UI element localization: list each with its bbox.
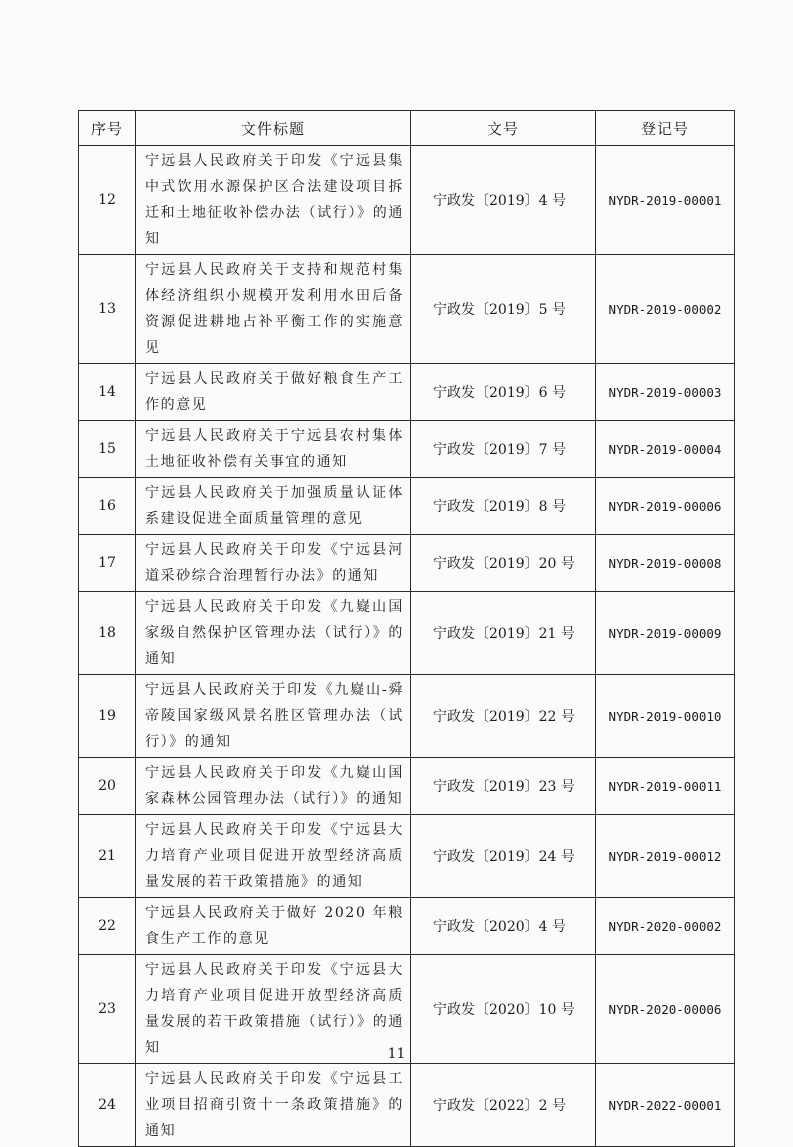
table-row	[79, 815, 735, 898]
row-title: 宁远县人民政府关于做好 2020 年粮食生产工作的意见	[136, 898, 411, 955]
row-registration-number: NYDR-2020-00002	[596, 898, 735, 955]
row-registration-number: NYDR-2019-00012	[596, 815, 735, 898]
table-header-row	[79, 111, 735, 146]
row-doc-number: 宁政发〔2019〕6 号	[411, 364, 596, 421]
row-title: 宁远县人民政府关于支持和规范村集体经济组织小规模开发利用水田后备资源促进耕地占补平衡工作的实施意见	[136, 255, 411, 364]
table-row	[79, 1064, 735, 1147]
table-row	[79, 535, 735, 592]
row-doc-number: 宁政发〔2019〕23 号	[411, 758, 596, 815]
row-serial: 20	[79, 758, 136, 815]
row-title: 宁远县人民政府关于做好粮食生产工作的意见	[136, 364, 411, 421]
table-row	[79, 146, 735, 255]
row-title: 宁远县人民政府关于宁远县农村集体土地征收补偿有关事宜的通知	[136, 421, 411, 478]
row-doc-number: 宁政发〔2019〕21 号	[411, 592, 596, 675]
row-doc-number: 宁政发〔2019〕4 号	[411, 146, 596, 255]
table-row	[79, 898, 735, 955]
row-doc-number: 宁政发〔2022〕2 号	[411, 1064, 596, 1147]
row-doc-number: 宁政发〔2019〕7 号	[411, 421, 596, 478]
row-doc-number: 宁政发〔2019〕8 号	[411, 478, 596, 535]
row-registration-number: NYDR-2022-00001	[596, 1064, 735, 1147]
row-title: 宁远县人民政府关于印发《宁远县集中式饮用水源保护区合法建设项目拆迁和土地征收补偿办法（试行）》的通知	[136, 146, 411, 255]
document-table	[78, 110, 735, 1147]
table-row	[79, 255, 735, 364]
row-registration-number: NYDR-2019-00006	[596, 478, 735, 535]
page-number: 11	[387, 1046, 406, 1062]
row-title: 宁远县人民政府关于印发《九嶷山国家级自然保护区管理办法（试行）》的通知	[136, 592, 411, 675]
row-serial: 15	[79, 421, 136, 478]
row-serial: 16	[79, 478, 136, 535]
row-serial: 18	[79, 592, 136, 675]
row-title: 宁远县人民政府关于印发《宁远县大力培育产业项目促进开放型经济高质量发展的若干政策措施（试行）》的通知	[136, 955, 411, 1064]
row-title: 宁远县人民政府关于印发《宁远县大力培育产业项目促进开放型经济高质量发展的若干政策措施》的通知	[136, 815, 411, 898]
table-row	[79, 478, 735, 535]
row-serial: 21	[79, 815, 136, 898]
header-doc-number: 文号	[411, 111, 596, 146]
row-doc-number: 宁政发〔2020〕4 号	[411, 898, 596, 955]
row-registration-number: NYDR-2019-00010	[596, 675, 735, 758]
row-doc-number: 宁政发〔2020〕10 号	[411, 955, 596, 1064]
row-serial: 22	[79, 898, 136, 955]
row-registration-number: NYDR-2019-00004	[596, 421, 735, 478]
table-row	[79, 675, 735, 758]
row-doc-number: 宁政发〔2019〕20 号	[411, 535, 596, 592]
row-serial: 12	[79, 146, 136, 255]
row-serial: 24	[79, 1064, 136, 1147]
row-title: 宁远县人民政府关于印发《宁远县工业项目招商引资十一条政策措施》的通知	[136, 1064, 411, 1147]
row-doc-number: 宁政发〔2019〕24 号	[411, 815, 596, 898]
row-registration-number: NYDR-2019-00011	[596, 758, 735, 815]
table-row	[79, 364, 735, 421]
row-serial: 23	[79, 955, 136, 1064]
row-registration-number: NYDR-2019-00009	[596, 592, 735, 675]
header-title: 文件标题	[136, 111, 411, 146]
row-serial: 19	[79, 675, 136, 758]
row-title: 宁远县人民政府关于印发《九嶷山国家森林公园管理办法（试行）》的通知	[136, 758, 411, 815]
row-serial: 17	[79, 535, 136, 592]
row-title: 宁远县人民政府关于加强质量认证体系建设促进全面质量管理的意见	[136, 478, 411, 535]
row-serial: 14	[79, 364, 136, 421]
row-registration-number: NYDR-2019-00008	[596, 535, 735, 592]
row-title: 宁远县人民政府关于印发《九嶷山-舜帝陵国家级风景名胜区管理办法（试行）》的通知	[136, 675, 411, 758]
row-title: 宁远县人民政府关于印发《宁远县河道采砂综合治理暂行办法》的通知	[136, 535, 411, 592]
row-registration-number: NYDR-2019-00002	[596, 255, 735, 364]
row-registration-number: NYDR-2020-00006	[596, 955, 735, 1064]
row-serial: 13	[79, 255, 136, 364]
row-registration-number: NYDR-2019-00003	[596, 364, 735, 421]
header-serial: 序号	[79, 111, 136, 146]
row-doc-number: 宁政发〔2019〕22 号	[411, 675, 596, 758]
table-row	[79, 421, 735, 478]
row-registration-number: NYDR-2019-00001	[596, 146, 735, 255]
table-row	[79, 758, 735, 815]
row-doc-number: 宁政发〔2019〕5 号	[411, 255, 596, 364]
header-registration-number: 登记号	[596, 111, 735, 146]
table-row	[79, 592, 735, 675]
